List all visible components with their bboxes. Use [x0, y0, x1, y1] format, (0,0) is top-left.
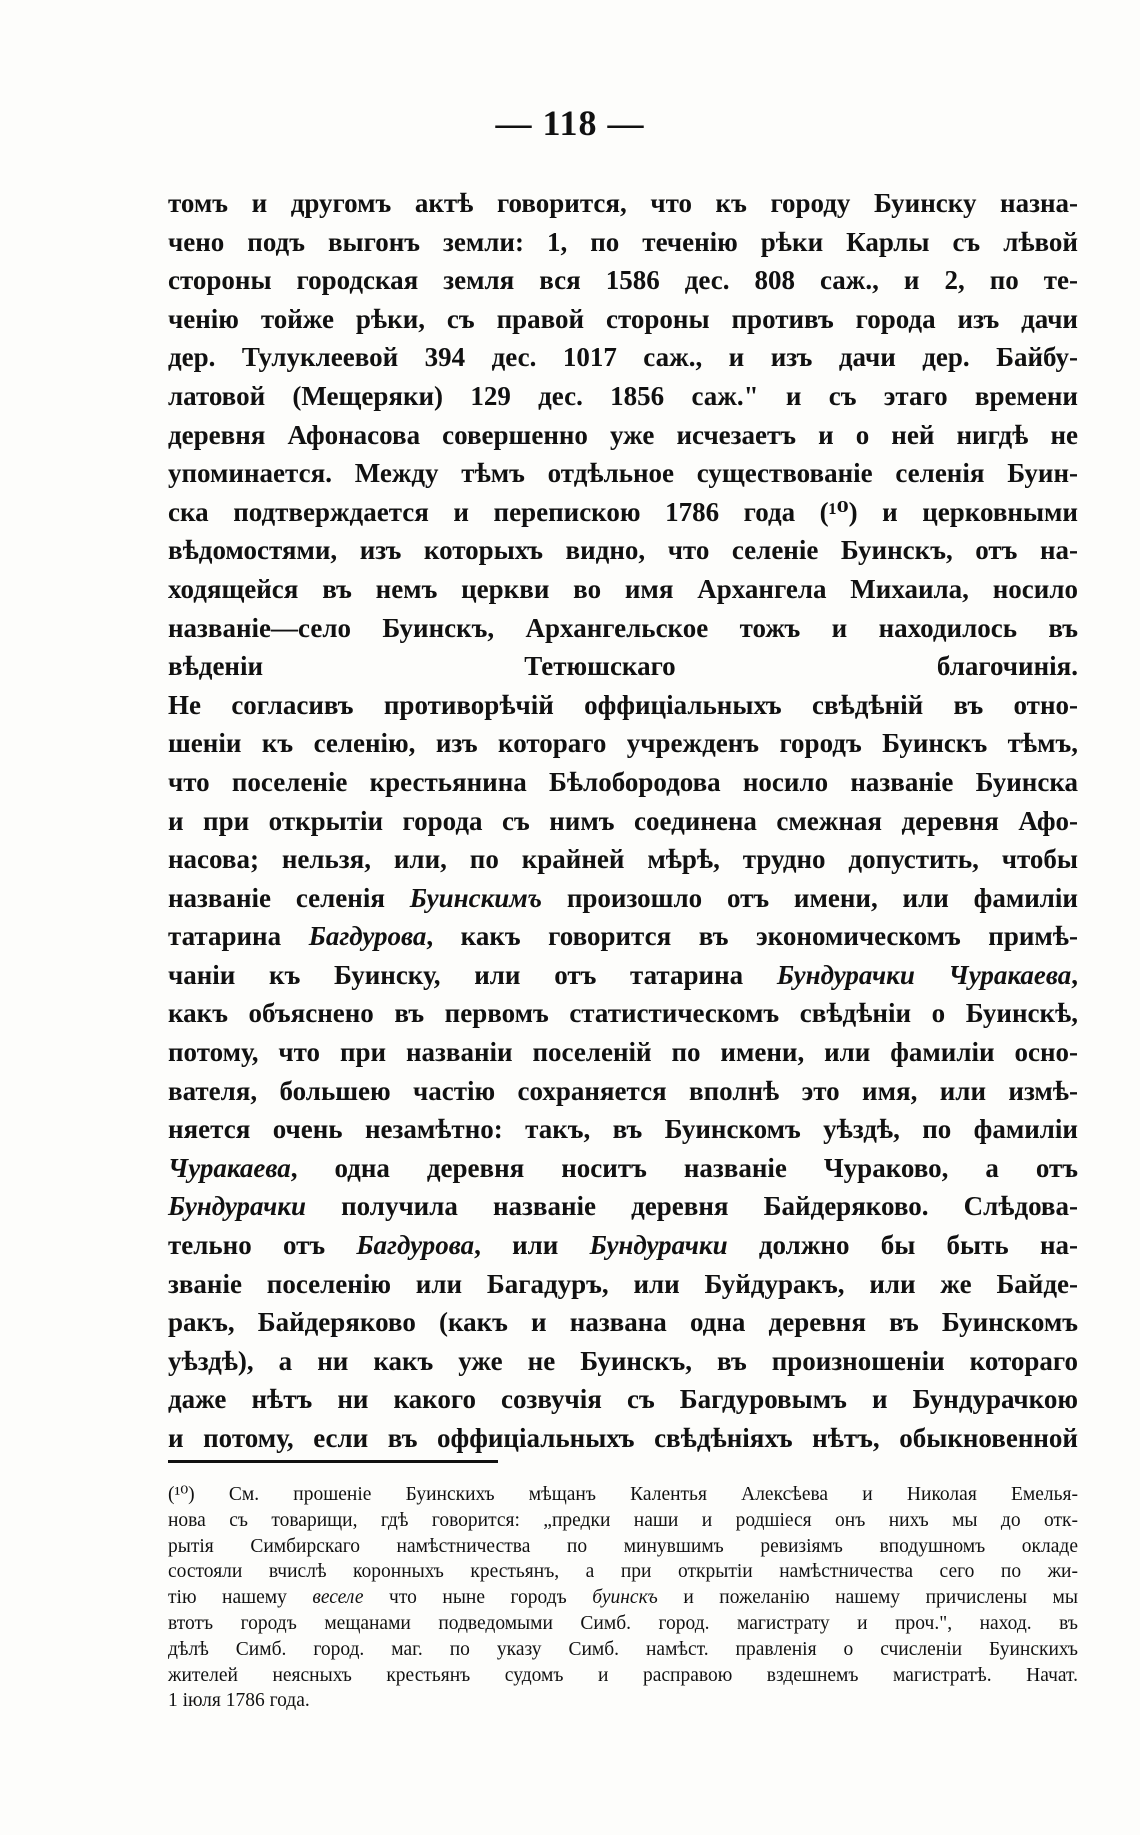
- body-line: ходящейся въ немъ церкви во имя Архангела Михаила, носило: [168, 573, 1078, 604]
- footnote-line: дѣлѣ Симб. город. маг. по указу Симб. намѣст. правленія о счисленіи Буинскихъ: [168, 1638, 1078, 1660]
- body-line: томъ и другомъ актѣ говорится, что къ городу Буинску назна-: [168, 188, 1078, 218]
- body-line: названіе—село Буинскъ, Архангельское тожъ и находилось въ: [168, 612, 1078, 643]
- body-line: ска подтверждается и перепискою 1786 года (¹⁰) и церковными: [168, 496, 1078, 527]
- body-line: тельно отъ Багдурова, или Бундурачки должно бы быть на-: [168, 1230, 1078, 1261]
- body-line: татарина Багдурова, какъ говорится въ экономическомъ примѣ-: [168, 921, 1078, 952]
- body-line: званіе поселенію или Багадуръ, или Буйдуракъ, или же Байде-: [168, 1268, 1078, 1299]
- body-line: что поселеніе крестьянина Бѣлобородова носило названіе Буинска: [168, 766, 1078, 797]
- body-line: упоминается. Между тѣмъ отдѣльное существованіе селенія Буин-: [168, 458, 1078, 489]
- body-line: вѣденіи Тетюшскаго благочинія.: [168, 651, 1078, 682]
- body-line: вѣдомостями, изъ которыхъ видно, что селеніе Буинскъ, отъ на-: [168, 535, 1078, 566]
- body-line: няется очень незамѣтно: такъ, въ Буинскомъ уѣздѣ, по фамиліи: [168, 1114, 1078, 1145]
- body-line: потому, что при названіи поселеній по имени, или фамиліи осно-: [168, 1037, 1078, 1068]
- footnote-line: нова съ товарищи, гдѣ говорится: „предки наши и родшіеся онъ нихъ мы до отк-: [168, 1509, 1078, 1531]
- body-line: шеніи къ селенію, изъ котораго учрежденъ городъ Буинскъ тѣмъ,: [168, 728, 1078, 759]
- body-line: вателя, большею частію сохраняется вполнѣ это имя, или измѣ-: [168, 1075, 1078, 1106]
- footnote-rule: [168, 1460, 498, 1463]
- footnote-line: 1 іюля 1786 года.: [168, 1690, 310, 1712]
- footnote-line: рытія Симбирскаго намѣстничества по минувшимъ ревизіямъ вподушномъ окладе: [168, 1535, 1078, 1557]
- body-line: ракъ, Байдеряково (какъ и названа одна деревня въ Буинскомъ: [168, 1307, 1078, 1338]
- body-line: ченію тойже рѣки, съ правой стороны противъ города изъ дачи: [168, 303, 1078, 334]
- body-line: Не согласивъ противорѣчій оффиціальныхъ свѣдѣній въ отно-: [168, 689, 1078, 720]
- body-line: стороны городская земля вся 1586 дес. 808 саж., и 2, по те-: [168, 265, 1078, 296]
- body-line: уѣздѣ), а ни какъ уже не Буинскъ, въ произношеніи котораго: [168, 1345, 1078, 1376]
- body-line: деревня Афонасова совершенно уже исчезаетъ и о ней нигдѣ не: [168, 419, 1078, 450]
- body-line: дер. Тулуклеевой 394 дес. 1017 саж., и изъ дачи дер. Байбу-: [168, 342, 1078, 373]
- body-line: и при открытіи города съ нимъ соединена смежная деревня Афо-: [168, 805, 1078, 836]
- body-line: латовой (Мещеряки) 129 дес. 1856 саж." и съ этаго времени: [168, 380, 1078, 411]
- body-line: даже нѣтъ ни какого созвучія съ Багдуровымъ и Бундурачкою: [168, 1384, 1078, 1415]
- footnote-line: жителей неясныхъ крестьянъ судомъ и расправою вздешнемъ магистратѣ. Начат.: [168, 1664, 1078, 1686]
- body-line: и потому, если въ оффиціальныхъ свѣдѣніяхъ нѣтъ, обыкновенной: [168, 1423, 1078, 1453]
- footnote-line: тію нашему веселе что ныне городъ буинскъ и пожеланію нашему причислены мы: [168, 1587, 1079, 1609]
- body-line: какъ объяснено въ первомъ статистическомъ свѣдѣніи о Буинскѣ,: [168, 998, 1078, 1029]
- body-line: названіе селенія Буинскимъ произошло отъ имени, или фамиліи: [168, 882, 1078, 913]
- body-line: Бундурачки получила названіе деревня Байдеряково. Слѣдова-: [168, 1191, 1078, 1222]
- body-text: [168, 184, 1078, 1458]
- footnote: [168, 1482, 1078, 1714]
- footnote-line: (¹⁰) См. прошеніе Буинскихъ мѣщанъ Калентья Алексѣева и Николая Емелья-: [168, 1484, 1078, 1505]
- page-number: — 118 —: [495, 103, 645, 143]
- body-line: Чуракаева, одна деревня носитъ названіе Чураково, а отъ: [168, 1152, 1078, 1183]
- footnote-line: состояли вчислѣ коронныхъ крестьянъ, а при открытіи намѣстничества сего по жи-: [168, 1561, 1078, 1583]
- body-line: чаніи къ Буинску, или отъ татарина Бундурачки Чуракаева,: [168, 959, 1078, 990]
- body-line: насова; нельзя, или, по крайней мѣрѣ, трудно допустить, чтобы: [168, 844, 1078, 875]
- footnote-line: втотъ городъ мещанами подведомыми Симб. город. магистрату и проч.", наход. въ: [168, 1612, 1078, 1634]
- body-line: чено подъ выгонъ земли: 1, по теченію рѣки Карлы съ лѣвой: [168, 226, 1078, 257]
